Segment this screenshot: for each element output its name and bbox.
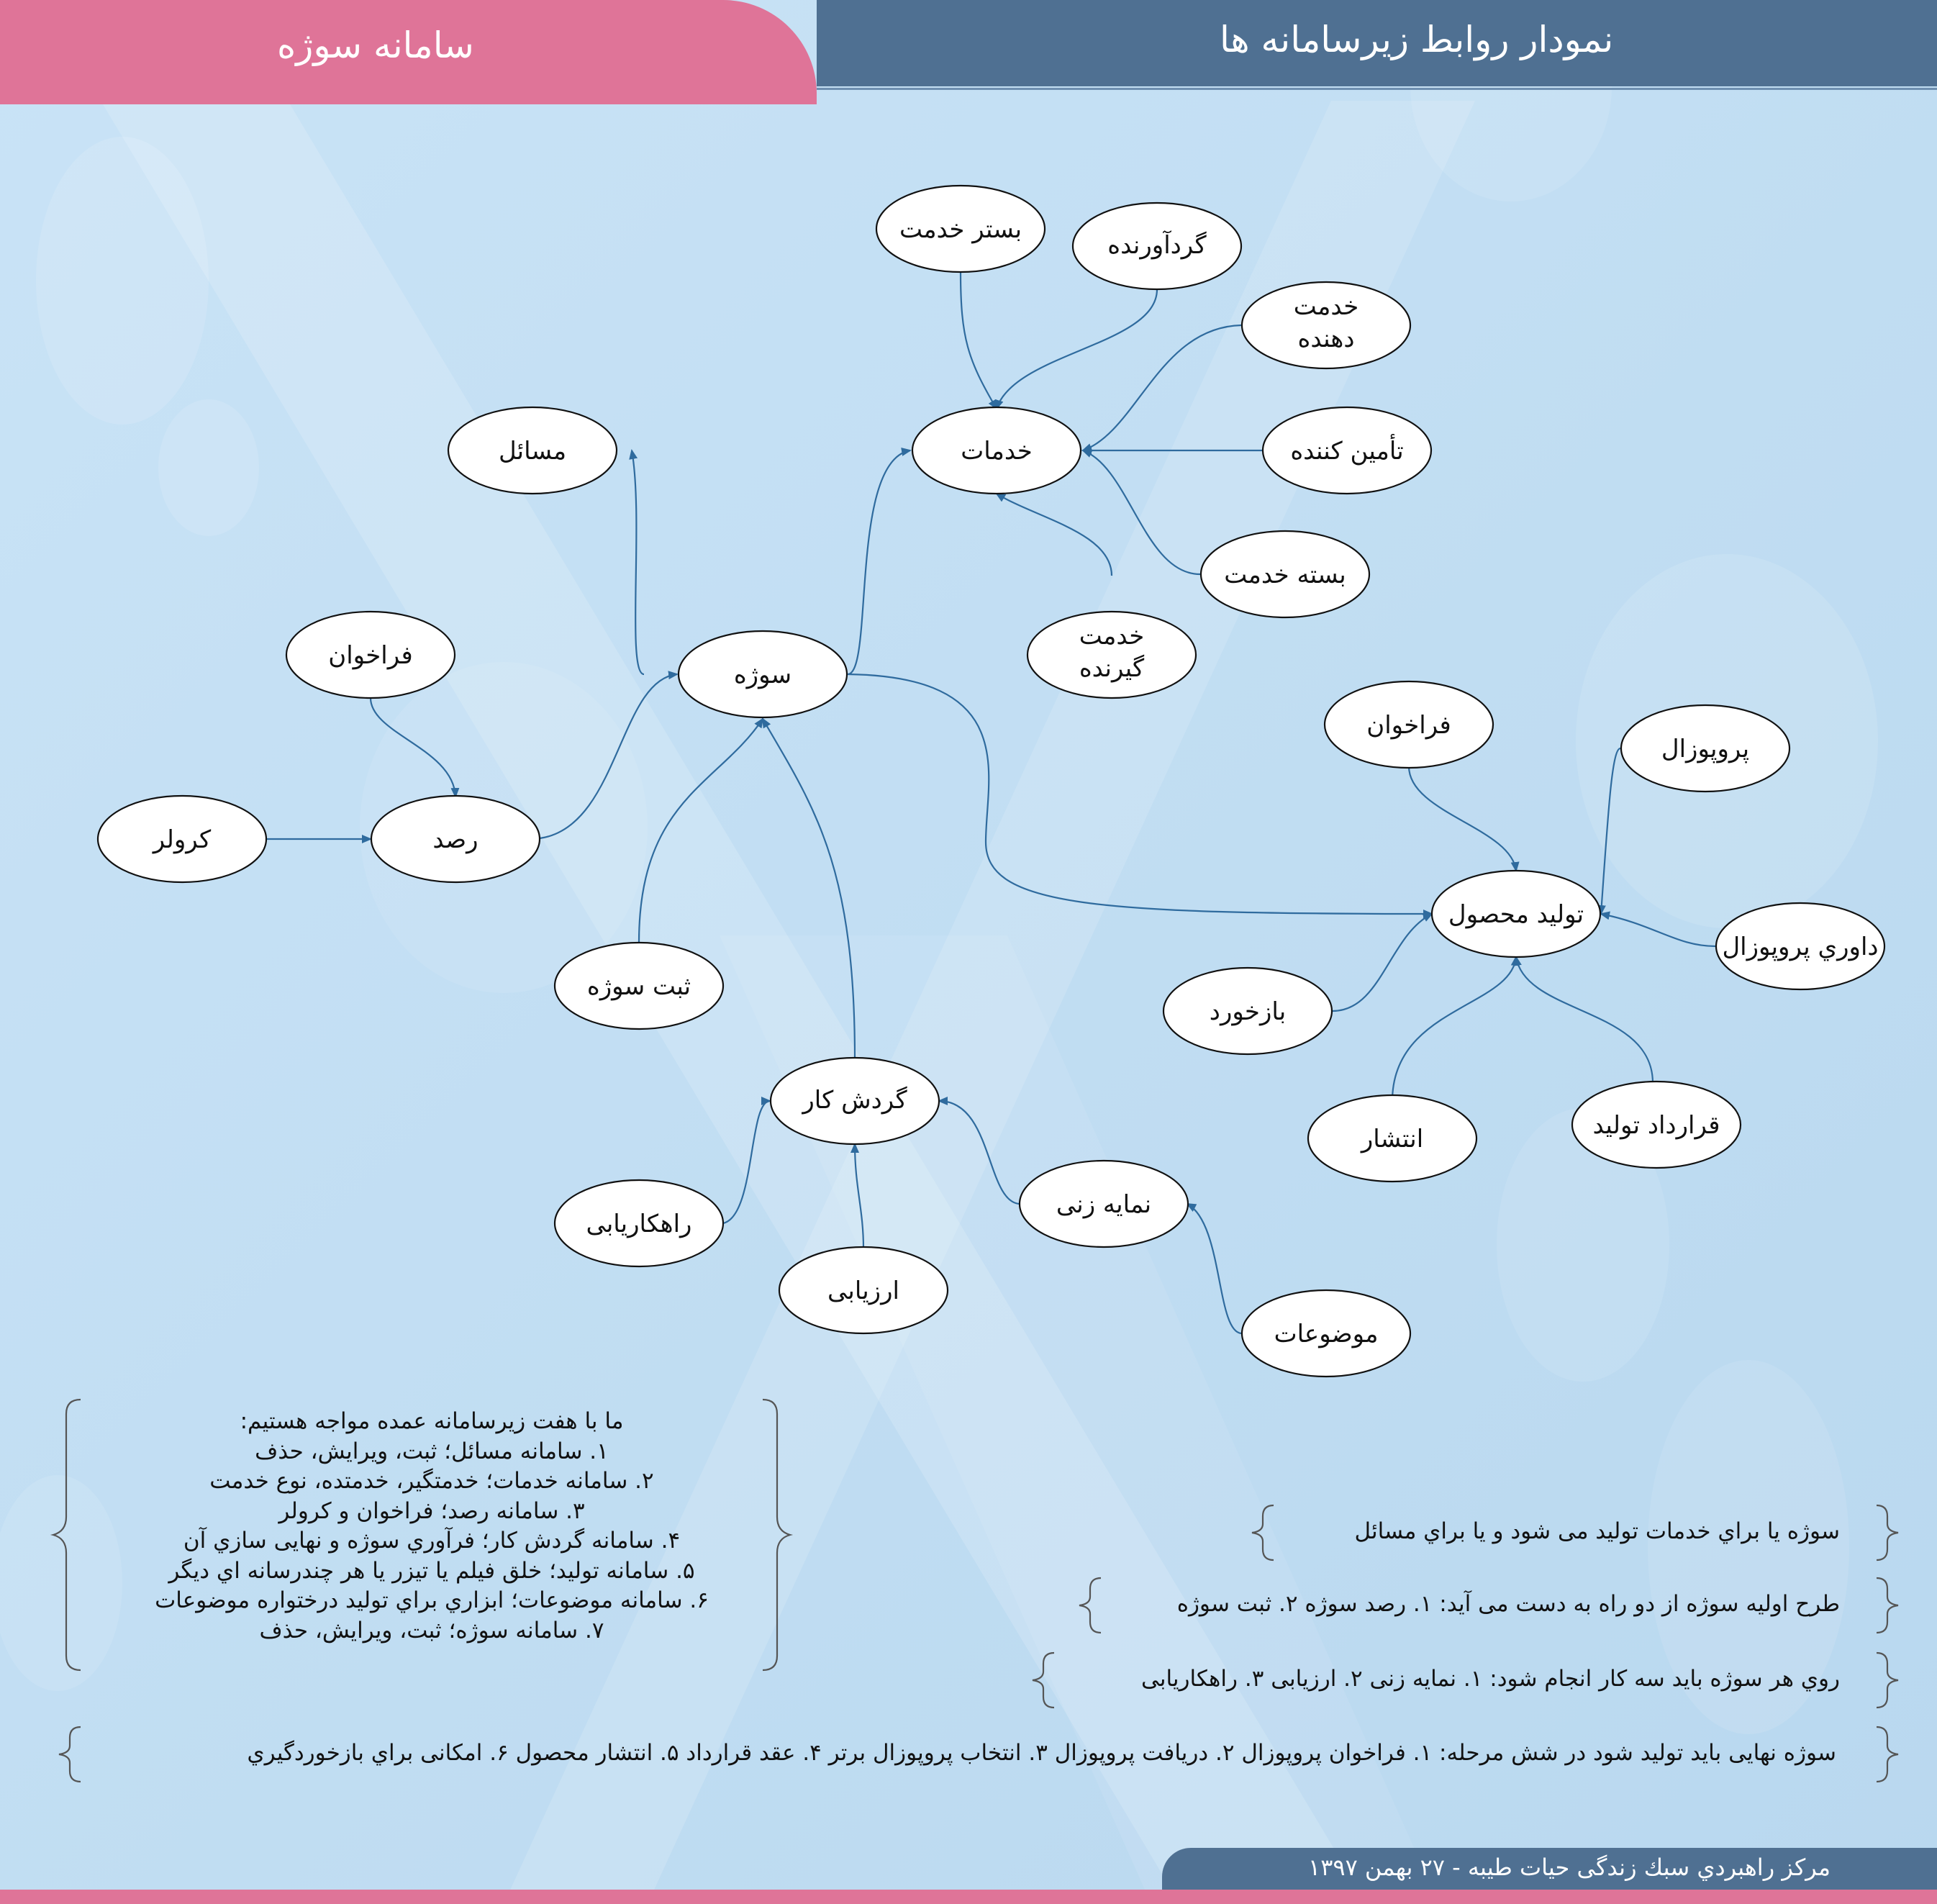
node-arzyabi-label: ارزیابی (827, 1277, 899, 1305)
node-mozuat-label: موضوعات (1274, 1320, 1379, 1348)
edge-mozuat-namaye (1187, 1204, 1241, 1333)
edge-khedmatdahande-khadamat (1083, 325, 1241, 450)
node-gardesh-kar-label: گردش کار (802, 1086, 907, 1115)
note-2-brace-left (1079, 1578, 1101, 1633)
node-souzhe-label: سوژه (733, 661, 792, 689)
summary-line-1: ۱. سامانه مسائل؛ ثبت، ويرايش، حذف (255, 1438, 609, 1464)
node-bastar-khedmat-label: بستر خدمت (899, 215, 1022, 244)
note-3-brace-left (1033, 1653, 1054, 1708)
node-masael-label: مسائل (498, 437, 567, 466)
edge-sabt-souzhe (639, 719, 763, 943)
header-right-title: نمودار روابط زيرسامانه ها (1220, 19, 1614, 60)
node-tamin-konande-label: تأمین کننده (1290, 437, 1404, 466)
note-2: طرح اوليه سوژه از دو راه به دست می آيد: ۱. رصد سوژه ۲. ثبت سوژه (1176, 1591, 1840, 1617)
summary-line-2: ۲. سامانه خدمات؛ خدمتگير، خدمتده، نوع خدمت (209, 1468, 654, 1494)
edge-farakhan1-rasad (371, 698, 455, 797)
footer-caption: مرکز راهبردي سبك زندگی حيات طيبه - ۲۷ بهمن ۱۳۹۷ (1308, 1854, 1831, 1881)
subsystems-summary (94, 1407, 770, 1646)
node-gharardad-tolid-label: قرارداد تولید (1592, 1111, 1720, 1140)
node-basteh-khedmat-label: بسته خدمت (1224, 561, 1346, 589)
edge-rahkar-gardesh (723, 1101, 770, 1223)
edge-bastar-khadamat (961, 272, 997, 409)
node-bazkhord-label: بازخورد (1209, 997, 1287, 1026)
node-rasad-label: رصد (432, 825, 478, 854)
edge-bazkhord-tolid (1333, 914, 1432, 1011)
edge-gardesh-souzhe (763, 719, 855, 1058)
summary-line-3: ۳. سامانه رصد؛ فراخوان و کرولر (278, 1497, 585, 1524)
summary-line-intro: ما با هفت زيرسامانه عمده مواجه هستيم: (240, 1408, 624, 1434)
node-gerdavarande-label: گردآورنده (1107, 231, 1207, 260)
node-enteshar-label: انتشار (1361, 1125, 1424, 1153)
note-4-brace-left (59, 1727, 81, 1782)
note-4-brace-right (1877, 1727, 1898, 1782)
edge-enteshar-tolid (1392, 957, 1516, 1101)
edge-proposal-tolid (1601, 748, 1620, 914)
edge-gharardad-tolid (1516, 957, 1653, 1083)
edge-souzhe-khadamat (848, 450, 910, 674)
edge-arzyabi-gardesh (855, 1144, 863, 1248)
node-farakhan-rasad-label: فراخوان (328, 641, 413, 670)
node-crawler-label: کرولر (153, 825, 212, 854)
node-khedmat-dahande-label-1: خدمت (1293, 292, 1359, 321)
node-khadamat-label: خدمات (961, 437, 1033, 466)
note-1-brace-right (1877, 1505, 1898, 1560)
note-1-brace-left (1252, 1505, 1274, 1560)
footer-pink-strip (0, 1890, 1937, 1904)
node-davari-proposal-label: داوري پروپوزال (1722, 933, 1879, 961)
note-3: روي هر سوژه بايد سه کار انجام شود: ۱. نمايه زنی ۲. ارزيابی ۳. راهکاريابی (1140, 1666, 1840, 1692)
summary-line-6: ۶. سامانه موضوعات؛ ابزاري براي توليد درختواره موضوعات (155, 1587, 709, 1613)
node-tolid-mahsul-label: تولید محصول (1448, 900, 1584, 929)
note-2-brace-right (1877, 1578, 1898, 1633)
note-3-brace-right (1877, 1653, 1898, 1708)
summary-brace-left (53, 1400, 81, 1670)
summary-line-4: ۴. سامانه گردش کار؛ فرآوري سوژه و نهايی سازي آن (183, 1528, 681, 1554)
edge-rasad-souzhe (540, 674, 677, 838)
summary-line-5: ۵. سامانه توليد؛ خلق فيلم يا تيزر يا هر چندرسانه اي ديگر (168, 1557, 695, 1584)
node-rahkaryabi-label: راهکاریابی (586, 1210, 692, 1238)
node-khedmat-girande-label-1: خدمت (1079, 622, 1145, 650)
note-4: سوژه نهايی بايد توليد شود در شش مرحله: ۱. فراخوان پروپوزال ۲. دريافت پروپوزال ۳. انتخاب پروپوزال برتر ۴. عقد قرارداد ۵. انتشار محصول ۶. امکانی براي بازخوردگيري (247, 1740, 1836, 1766)
node-khedmat-dahande-label-2: دهنده (1297, 325, 1355, 353)
edge-basteh-khadamat (1083, 450, 1200, 574)
node-farakhan-tolid-label: فراخوان (1366, 711, 1451, 740)
node-khedmat-girande-label-2: گیرنده (1079, 654, 1145, 683)
node-namaye-zani-label: نمایه زنی (1056, 1190, 1152, 1219)
header-left-title: سامانه سوژه (277, 24, 474, 66)
note-1: سوژه يا براي خدمات توليد می شود و يا براي مسائل (1354, 1518, 1840, 1544)
edge-souzhe-masael (632, 450, 644, 674)
node-sabt-souzhe-label: ثبت سوژه (586, 972, 691, 1001)
node-proposal-label: پروپوزال (1661, 735, 1750, 763)
edge-gerdavarande-khadamat (997, 289, 1157, 409)
summary-line-7: ۷. سامانه سوژه؛ ثبت، ويرايش، حذف (259, 1617, 604, 1644)
edge-namaye-gardesh (939, 1101, 1020, 1204)
edge-davari-tolid (1601, 914, 1715, 946)
edge-khedmatgirande-khadamat (997, 494, 1112, 576)
edge-farakhan2-tolid (1409, 766, 1516, 871)
